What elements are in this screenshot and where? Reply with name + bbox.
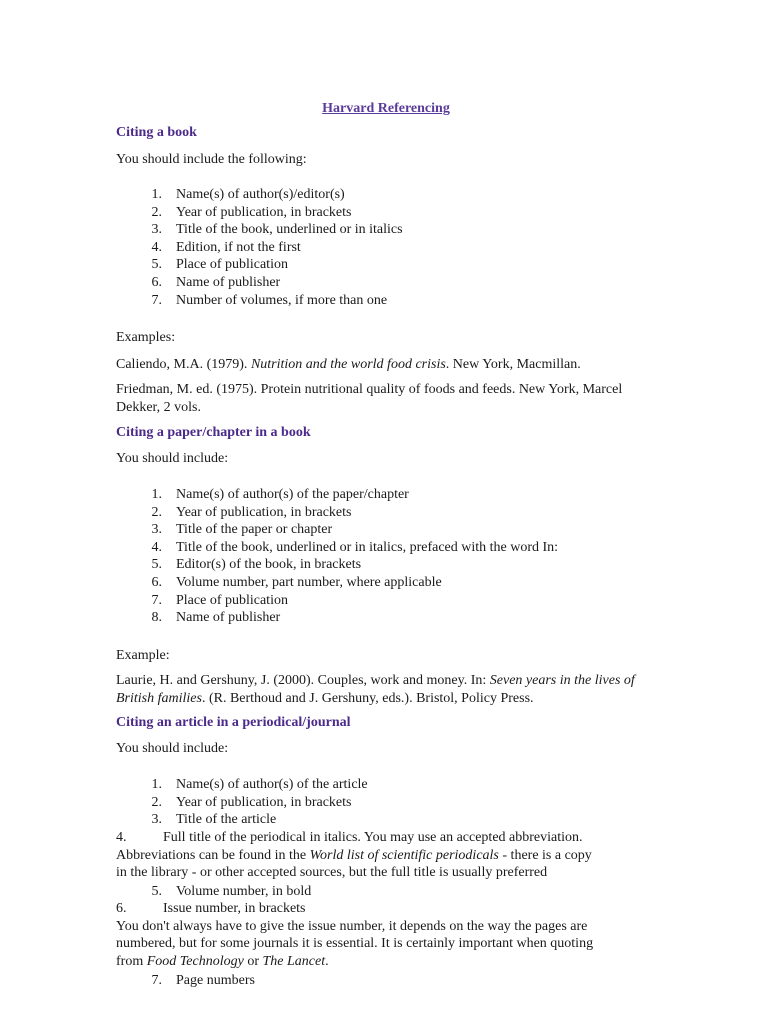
citation-text: . New York, Macmillan.: [445, 357, 581, 372]
article-list-a: [116, 776, 368, 829]
list-text: - there is a copy: [498, 847, 592, 863]
article-intro: You should include:: [116, 741, 229, 756]
book-example-1: [116, 356, 656, 374]
list-text: Edition, if not the first: [176, 239, 301, 255]
citation-text: Laurie, H. and Gershuny, J. (2000). Couples, work and money. In:: [116, 673, 490, 688]
examples-label: Examples:: [116, 330, 176, 345]
list-number: 3.: [151, 222, 162, 238]
list-text: Name(s) of author(s)/editor(s): [176, 187, 345, 202]
list-item: [116, 539, 558, 557]
book-list: [116, 186, 403, 309]
list-item: [116, 592, 558, 610]
list-item: [116, 521, 558, 539]
list-text: Abbreviations can be found in the: [116, 847, 310, 863]
chapter-intro: You should include:: [116, 451, 229, 466]
list-text: numbered, but for some journals it is essential. It is certainly important when quoting: [116, 936, 594, 951]
list-number: 5.: [151, 557, 162, 573]
list-text: Name(s) of author(s) of the paper/chapter: [176, 487, 409, 502]
list-item: [116, 556, 558, 574]
citation-italic-title: Seven years in the lives of British families: [116, 673, 635, 706]
list-number: 7.: [151, 292, 162, 308]
italic-title: The Lancet: [262, 953, 326, 969]
page-title[interactable]: Harvard Referencing: [322, 101, 450, 116]
list-text: Place of publication: [176, 257, 288, 273]
list-text: Editor(s) of the book, in brackets: [176, 557, 362, 573]
list-item: [116, 486, 558, 504]
list-number: 8.: [151, 610, 162, 626]
list-number: 1.: [151, 777, 162, 792]
list-text: Title of the book, underlined or in italics, prefaced with the word In:: [176, 539, 559, 555]
list-text: or: [243, 953, 263, 969]
list-text: Issue number, in brackets: [163, 901, 306, 916]
chapter-example: [116, 672, 646, 707]
italic-title: World list of scientific periodicals: [309, 847, 499, 863]
list-text: Full title of the periodical in italics. You may use an accepted abbreviation.: [163, 830, 583, 845]
list-item: [116, 204, 403, 222]
article-item-6: [116, 900, 656, 970]
citation-italic-title: Nutrition and the world food crisis: [250, 357, 446, 372]
list-text: Year of publication, in brackets: [176, 204, 352, 220]
list-text: Name of publisher: [176, 610, 281, 626]
list-text: Title of the article: [176, 812, 277, 828]
list-number: 2.: [151, 204, 162, 220]
list-number: 3.: [151, 522, 162, 538]
citation-text: Caliendo, M.A. (1979).: [116, 357, 251, 372]
heading-citing-article: Citing an article in a periodical/journal: [116, 715, 351, 730]
example-label: Example:: [116, 648, 170, 663]
chapter-list: [116, 486, 558, 627]
list-number: 1.: [151, 487, 162, 502]
list-text: from: [116, 953, 147, 969]
list-text: Year of publication, in brackets: [176, 794, 352, 810]
list-item: [116, 776, 368, 794]
list-text: Volume number, part number, where applicable: [176, 574, 442, 590]
list-number: 5.: [151, 257, 162, 273]
list-number: 5.: [151, 884, 162, 899]
list-item: [116, 609, 558, 627]
list-number: 6.: [151, 574, 162, 590]
list-text: You don't always have to give the issue number, it depends on the way the pages are: [116, 918, 588, 934]
book-intro: You should include the following:: [116, 152, 307, 167]
book-example-2: Friedman, M. ed. (1975). Protein nutritional quality of foods and feeds. New York, Marcel Dekker, 2 vols.: [116, 382, 623, 415]
heading-citing-chapter: Citing a paper/chapter in a book: [116, 425, 311, 440]
list-item: [116, 256, 403, 274]
list-item: [116, 811, 368, 829]
list-text: Title of the book, underlined or in italics: [176, 222, 403, 238]
list-item: [116, 574, 558, 592]
heading-citing-book: Citing a book: [116, 125, 197, 140]
list-number: 4.: [151, 539, 162, 555]
list-text: Page numbers: [176, 973, 255, 988]
list-text: Place of publication: [176, 592, 288, 608]
list-item: [116, 292, 403, 310]
list-text: Year of publication, in brackets: [176, 504, 352, 520]
list-item: [116, 972, 255, 990]
list-text: .: [325, 953, 329, 969]
list-number: 3.: [151, 812, 162, 828]
list-text: in the library - or other accepted sources, but the full title is usually preferred: [116, 865, 548, 880]
list-text: Number of volumes, if more than one: [176, 292, 388, 308]
list-number: 4.: [116, 830, 127, 845]
list-item: [116, 883, 311, 901]
list-number: 7.: [151, 592, 162, 608]
list-item: [116, 186, 403, 204]
list-number: 1.: [151, 187, 162, 202]
list-number: 6.: [116, 901, 127, 916]
citation-text: . (R. Berthoud and J. Gershuny, eds.). Bristol, Policy Press.: [201, 690, 534, 706]
list-item: [116, 794, 368, 812]
list-item: [116, 239, 403, 257]
list-item: [116, 274, 403, 292]
article-list-c: [116, 972, 255, 990]
list-number: 2.: [151, 504, 162, 520]
list-text: Volume number, in bold: [176, 884, 312, 899]
article-list-b: [116, 883, 311, 901]
list-text: Name of publisher: [176, 274, 281, 290]
italic-title: Food Technology: [146, 953, 244, 969]
article-item-4: [116, 829, 656, 882]
list-text: Name(s) of author(s) of the article: [176, 777, 368, 792]
list-number: 4.: [151, 239, 162, 255]
list-number: 7.: [151, 973, 162, 988]
list-item: [116, 221, 403, 239]
list-text: Title of the paper or chapter: [176, 522, 333, 538]
list-number: 2.: [151, 794, 162, 810]
list-number: 6.: [151, 274, 162, 290]
list-item: [116, 504, 558, 522]
